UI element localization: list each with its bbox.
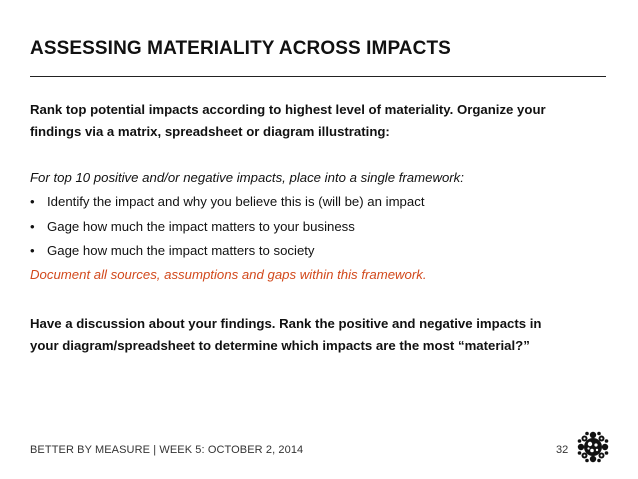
footer-text: BETTER BY MEASURE | WEEK 5: OCTOBER 2, 2014 bbox=[30, 444, 304, 456]
discussion-paragraph bbox=[30, 313, 610, 357]
bullet-text: Gage how much the impact matters to your business bbox=[47, 219, 355, 234]
framework-lead: For top 10 positive and/or negative impacts, place into a single framework: bbox=[30, 170, 464, 185]
bullet-marker: • bbox=[30, 194, 35, 209]
document-note: Document all sources, assumptions and gaps within this framework. bbox=[30, 267, 427, 282]
bullet-text: Gage how much the impact matters to society bbox=[47, 243, 315, 258]
intro-line-2: findings via a matrix, spreadsheet or diagram illustrating: bbox=[30, 124, 390, 139]
bullet-text: Identify the impact and why you believe this is (will be) an impact bbox=[47, 194, 425, 209]
bullet-marker: • bbox=[30, 243, 35, 258]
bullet-marker: • bbox=[30, 219, 35, 234]
intro-line-1: Rank top potential impacts according to highest level of materiality. Organize your bbox=[30, 102, 546, 117]
page-number: 32 bbox=[556, 444, 569, 456]
slide-title: ASSESSING MATERIALITY ACROSS IMPACTS bbox=[30, 38, 451, 59]
bullet-item bbox=[30, 191, 610, 213]
discussion-line-2: your diagram/spreadsheet to determine which impacts are the most “material?” bbox=[30, 338, 530, 353]
intro-paragraph bbox=[30, 99, 610, 143]
title-divider bbox=[30, 76, 606, 77]
discussion-line-1: Have a discussion about your findings. Rank the positive and negative impacts in bbox=[30, 316, 542, 331]
gear-cluster-logo-icon bbox=[576, 430, 610, 464]
bullet-item bbox=[30, 240, 610, 262]
bullet-item bbox=[30, 216, 610, 238]
